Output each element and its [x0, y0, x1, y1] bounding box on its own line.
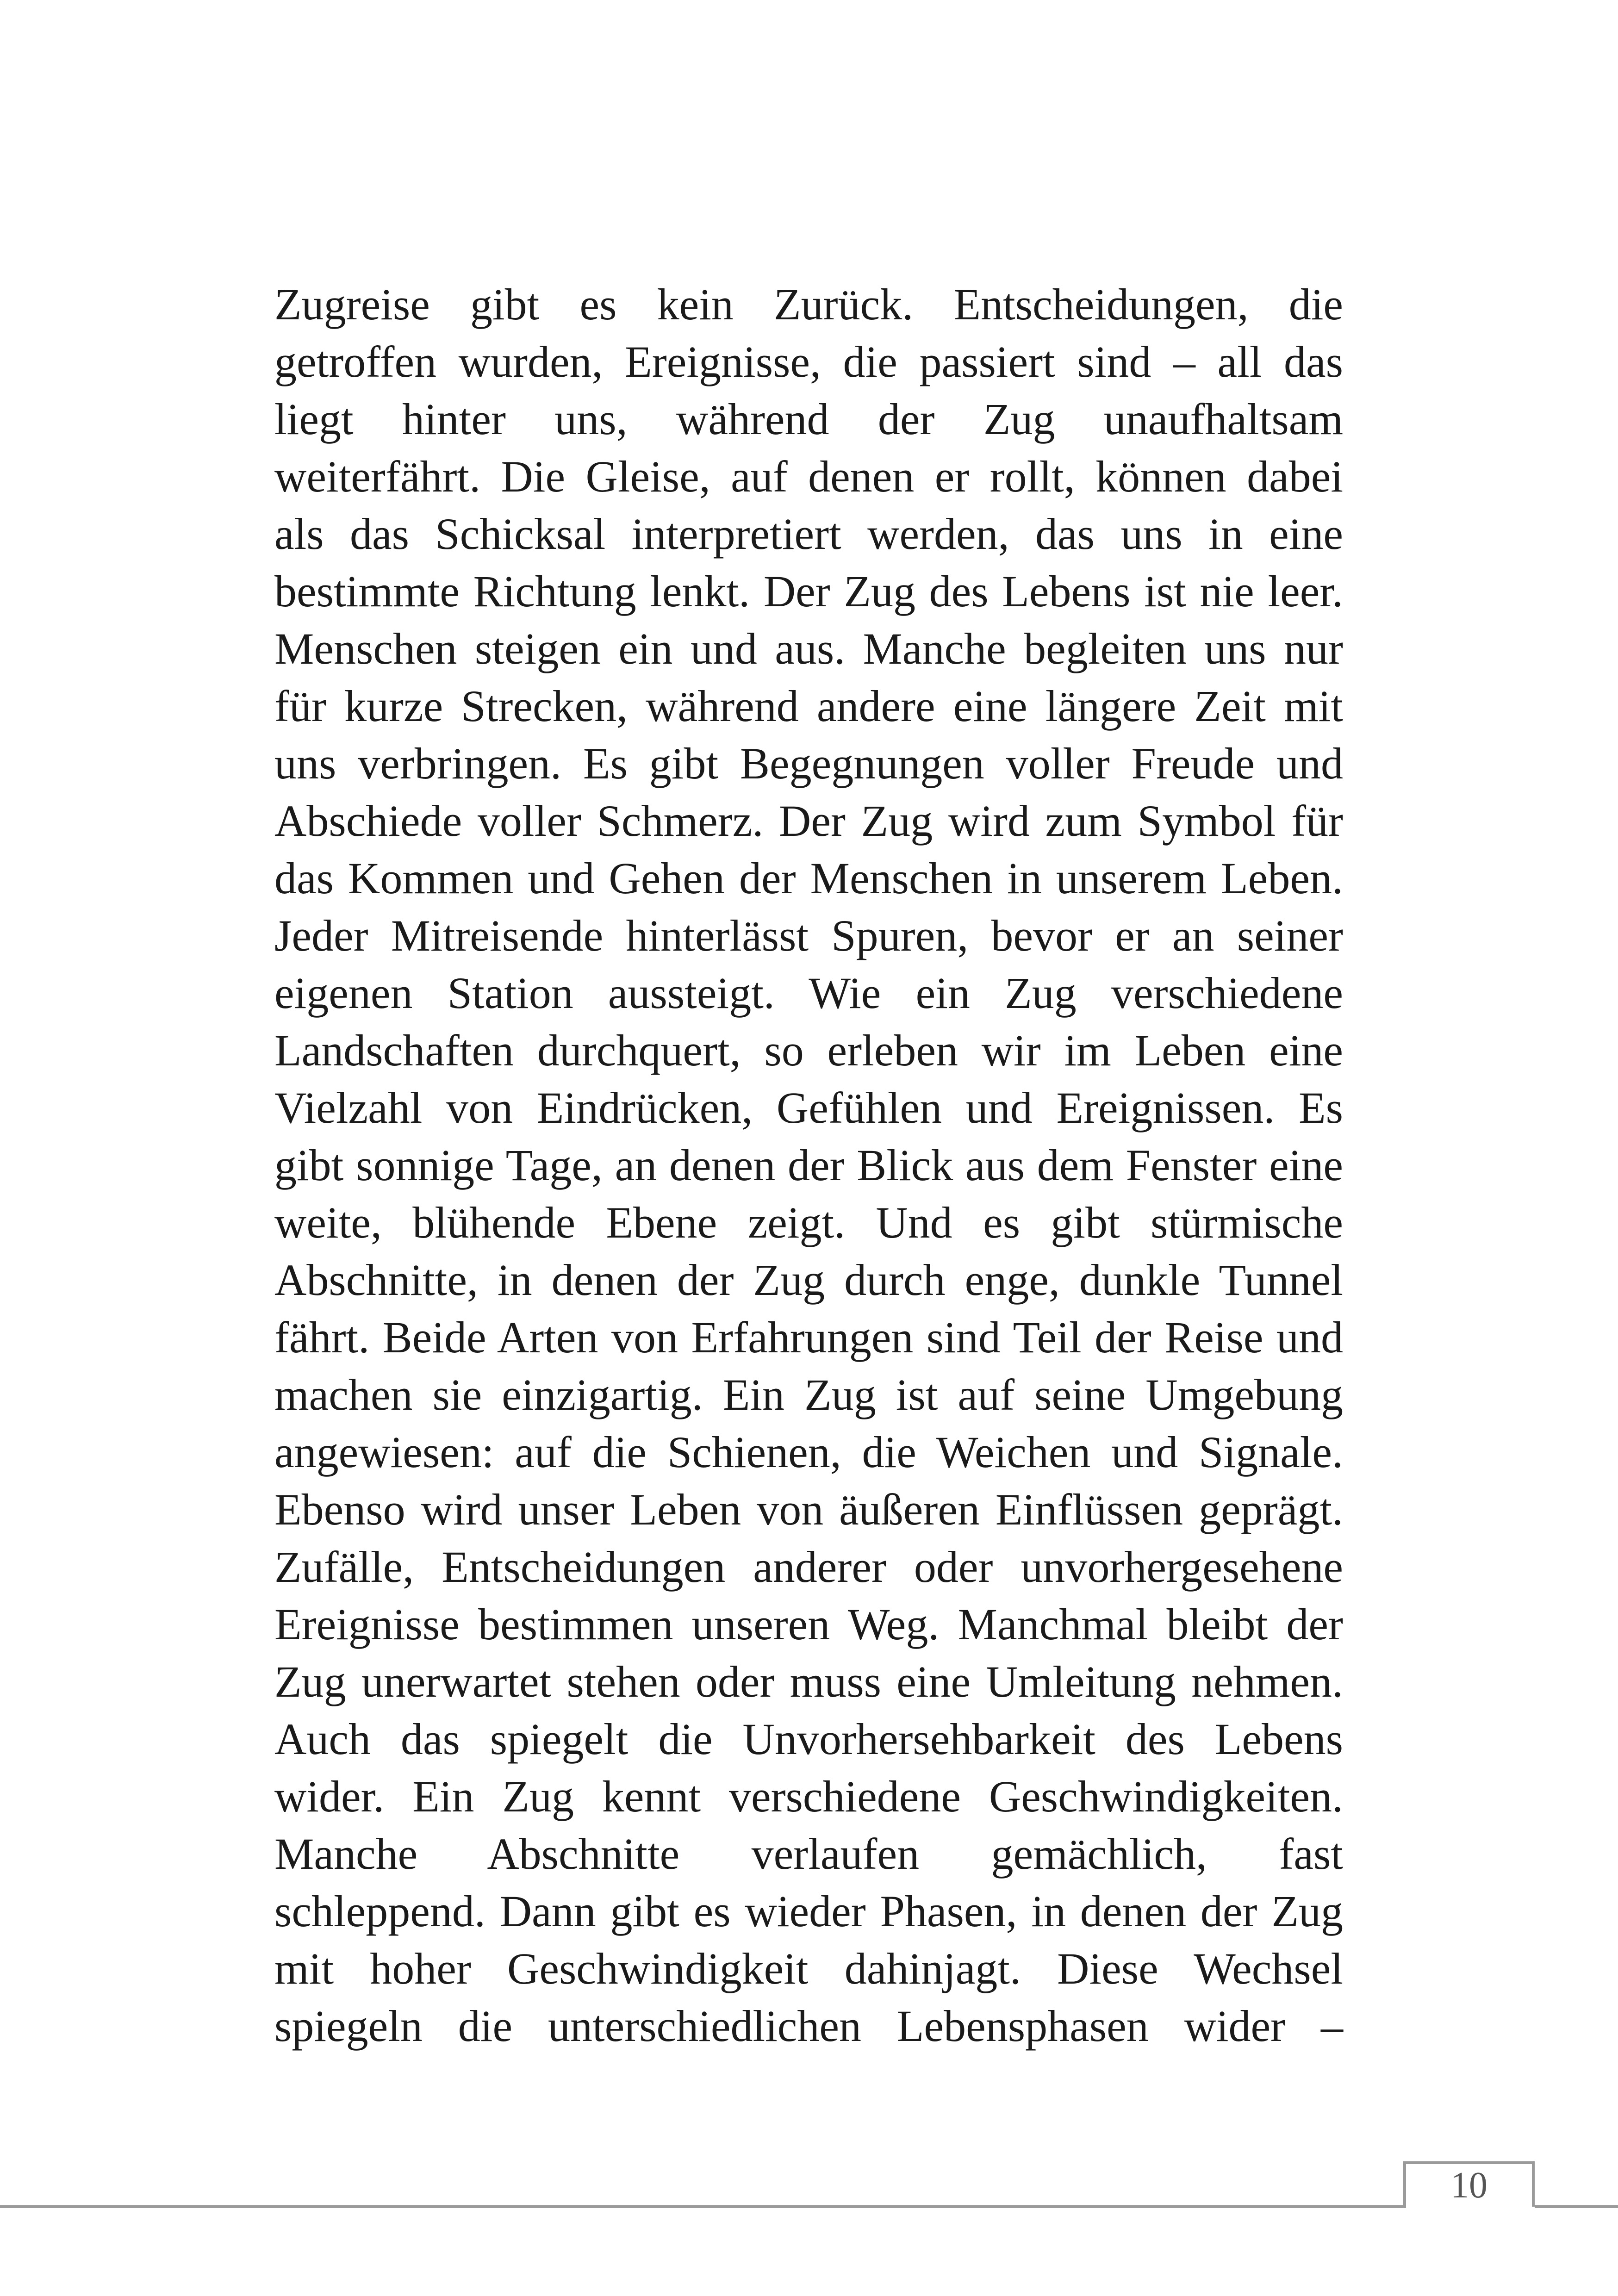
text-line: Ereignisse bestimmen unseren Weg. Manchmal bleibt der	[274, 1599, 1343, 1649]
text-line: liegt hinter uns, während der Zug unaufhaltsam	[274, 394, 1343, 444]
text-line: uns verbringen. Es gibt Begegnungen voller Freude und	[274, 739, 1343, 788]
text-line: mit hoher Geschwindigkeit dahinjagt. Diese Wechsel	[274, 1944, 1343, 1993]
footer-rule-left	[0, 2205, 1406, 2208]
text-line: für kurze Strecken, während andere eine längere Zeit mit	[274, 681, 1343, 731]
text-line: Zugreise gibt es kein Zurück. Entscheidungen, die	[274, 280, 1343, 329]
text-line: spiegeln die unterschiedlichen Lebensphasen wider –	[274, 2001, 1343, 2051]
text-line: eigenen Station aussteigt. Wie ein Zug verschiedene	[274, 968, 1343, 1018]
text-line: das Kommen und Gehen der Menschen in unserem Leben.	[274, 853, 1343, 903]
text-line: Zufälle, Entscheidungen anderer oder unvorhergesehene	[274, 1542, 1343, 1592]
footer-rule-right	[1535, 2205, 1618, 2208]
text-line: schleppend. Dann gibt es wieder Phasen, in denen der Zug	[274, 1886, 1343, 1936]
text-line: Landschaften durchquert, so erleben wir im Leben eine	[274, 1026, 1343, 1075]
text-line: Manche Abschnitte verlaufen gemächlich, fast	[274, 1829, 1343, 1879]
text-line: Abschnitte, in denen der Zug durch enge, dunkle Tunnel	[274, 1255, 1343, 1305]
text-line: fährt. Beide Arten von Erfahrungen sind Teil der Reise und	[274, 1313, 1343, 1362]
text-line: als das Schicksal interpretiert werden, das uns in eine	[274, 509, 1343, 559]
text-line: machen sie einzigartig. Ein Zug ist auf seine Umgebung	[274, 1370, 1343, 1419]
text-line: Abschiede voller Schmerz. Der Zug wird zum Symbol für	[274, 796, 1343, 846]
text-line: wider. Ein Zug kennt verschiedene Geschwindigkeiten.	[274, 1772, 1343, 1821]
text-line: angewiesen: auf die Schienen, die Weichen und Signale.	[274, 1427, 1343, 1477]
text-line: weite, blühende Ebene zeigt. Und es gibt stürmische	[274, 1198, 1343, 1247]
text-line: Vielzahl von Eindrücken, Gefühlen und Ereignissen. Es	[274, 1083, 1343, 1132]
text-line: gibt sonnige Tage, an denen der Blick aus dem Fenster eine	[274, 1140, 1343, 1190]
page-number-box	[1403, 2161, 1535, 2207]
text-line: Auch das spiegelt die Unvorhersehbarkeit des Lebens	[274, 1714, 1343, 1764]
text-line: getroffen wurden, Ereignisse, die passiert sind – all das	[274, 337, 1343, 386]
text-line: Ebenso wird unser Leben von äußeren Einflüssen geprägt.	[274, 1485, 1343, 1534]
text-line: weiterfährt. Die Gleise, auf denen er rollt, können dabei	[274, 452, 1343, 501]
text-line: Menschen steigen ein und aus. Manche begleiten uns nur	[274, 624, 1343, 673]
body-text	[274, 276, 1343, 2055]
page-number: 10	[1450, 2165, 1487, 2206]
text-line: bestimmte Richtung lenkt. Der Zug des Lebens ist nie leer.	[274, 566, 1343, 616]
text-line: Zug unerwartet stehen oder muss eine Umleitung nehmen.	[274, 1657, 1343, 1706]
text-line: Jeder Mitreisende hinterlässt Spuren, bevor er an seiner	[274, 911, 1343, 960]
